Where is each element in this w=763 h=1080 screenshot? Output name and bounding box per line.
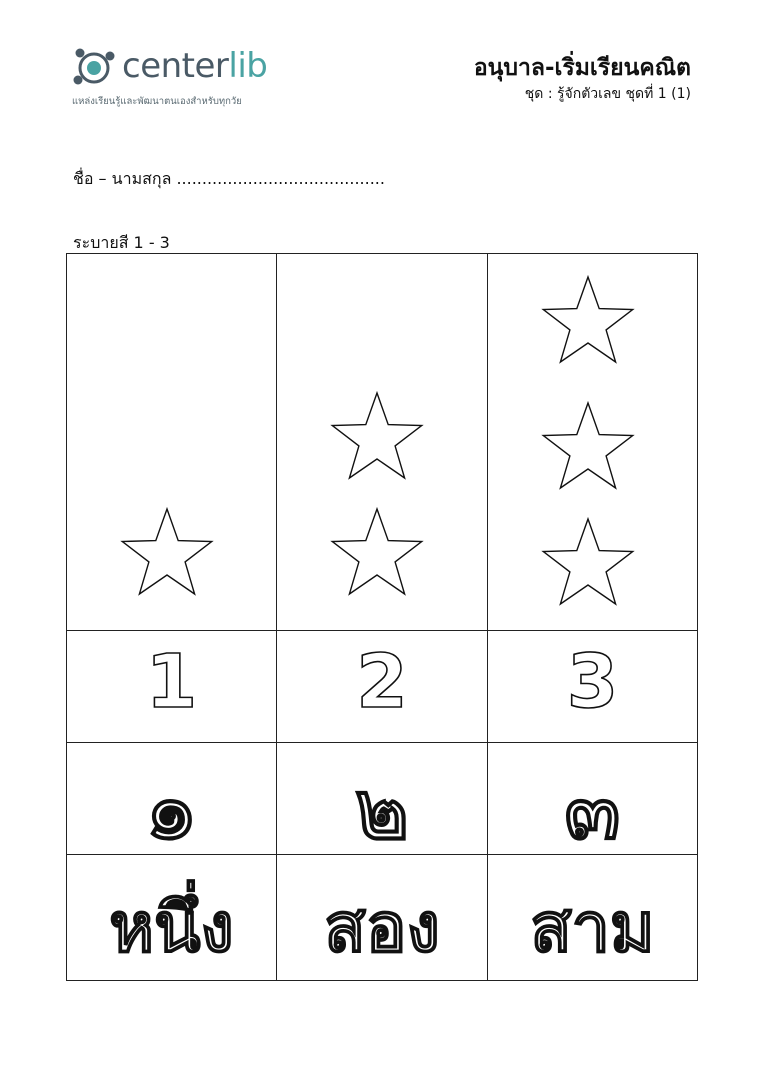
cell-stars-2 xyxy=(276,253,488,631)
cell-thai-digit-3 xyxy=(487,742,698,858)
worksheet-subtitle: ชุด : รู้จักตัวเลข ชุดที่ 1 (1) xyxy=(524,86,691,102)
cell-thai-digit-2 xyxy=(276,742,488,858)
digit-outline-text: 3 xyxy=(566,639,619,725)
star-group-3 xyxy=(488,254,697,630)
cell-stars-1 xyxy=(66,253,277,631)
brand-tagline: แหล่งเรียนรู้และพัฒนาตนเองสำหรับทุกวัย xyxy=(72,96,242,107)
word-outline-text: สอง xyxy=(324,889,440,968)
cell-word-1 xyxy=(66,854,277,981)
star-group-2 xyxy=(277,254,487,630)
digit-outline-text: 1 xyxy=(145,639,198,725)
star-outline-icon xyxy=(122,509,211,594)
thai-digit-outline-text: ๓ xyxy=(564,763,621,858)
thai-digit-outline-text: ๒ xyxy=(354,763,410,858)
word-outline-text: หนึ่ง xyxy=(109,889,234,968)
star-outline-icon xyxy=(543,519,632,604)
cell-stars-3 xyxy=(487,253,698,631)
cell-word-3 xyxy=(487,854,698,981)
star-outline-icon xyxy=(543,403,632,488)
thai-digit-outline-text: ๑ xyxy=(145,763,198,858)
word-outline-text: สาม xyxy=(530,889,655,968)
worksheet-title: อนุบาล-เริ่มเรียนคณิต xyxy=(473,55,691,81)
brand-name xyxy=(122,46,267,86)
instruction-text: ระบายสี 1 - 3 xyxy=(73,233,170,252)
cell-thai-digit-1 xyxy=(66,742,277,858)
brand-logo xyxy=(70,44,300,110)
star-group-1 xyxy=(67,254,276,630)
star-outline-icon xyxy=(332,393,421,478)
name-field-label: ชื่อ – นามสกุล ......................................... xyxy=(73,169,385,188)
star-outline-icon xyxy=(543,277,632,362)
cell-digit-2 xyxy=(276,630,488,743)
star-outline-icon xyxy=(332,509,421,594)
brand-name-part2: lib xyxy=(228,46,268,86)
cell-digit-3 xyxy=(487,630,698,743)
digit-outline-text: 2 xyxy=(356,639,408,725)
molecule-logo-icon xyxy=(70,44,120,90)
cell-digit-1 xyxy=(66,630,277,743)
cell-word-2 xyxy=(276,854,488,981)
brand-name-part1: center xyxy=(122,46,229,86)
